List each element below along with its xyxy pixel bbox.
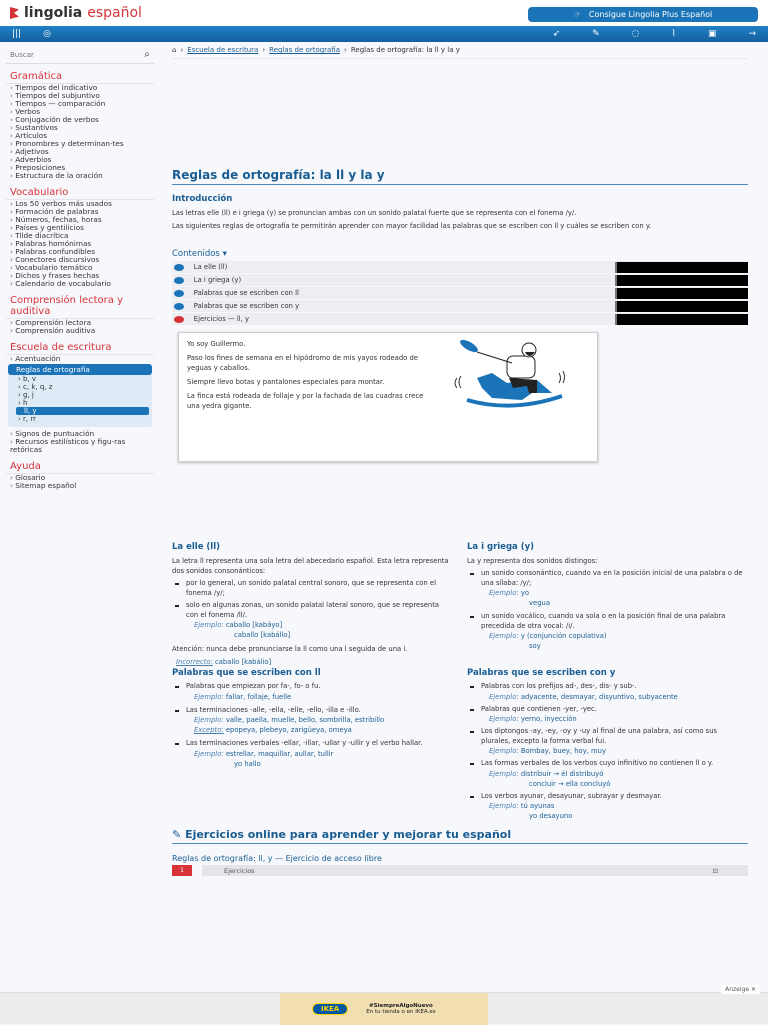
section-igriega: La i griega (y) La y representa dos sonidos distingos: un sonido consonántico, cuando va en la posición inicial de una palabra o de una sílaba: /y/; Ejemplo: yo vegua un sonido vocálico, cuando va sola o en la posición final de una palabra precedida de otra vocal: /i/. Ejemplo: y (conjunción copulativa) soy	[467, 542, 747, 651]
example-line: Yo soy Guillermo.	[187, 340, 246, 348]
close-icon[interactable]: ✕	[750, 986, 756, 993]
redacted-bar	[615, 301, 748, 312]
sidebar-item[interactable]: › Comprensión lectora	[6, 319, 154, 327]
bullet-item: solo en algunas zonas, un sonido palatal lateral sonoro, que se representa con el fonema /ll/.	[172, 601, 452, 620]
exercise-label: Ejercicios	[224, 866, 255, 875]
sidebar-subitem[interactable]: › b, v	[8, 375, 152, 383]
edit-icon: ✎	[172, 828, 182, 841]
sidebar-item[interactable]: › Pronombres y determinan-tes	[6, 140, 154, 148]
sidebar-subitem[interactable]: › g, j	[8, 391, 152, 399]
section-con-y: Palabras que se escriben con y Palabras con los prefijos ad-, des-, dis- y sub-. Ejemplo: adyacente, desmayar, disyuntivo, subyacente Palabras que contienen -yer, -yec. Ejemplo: yerno, inyección Los diptongos -ay, -ey, -oy y -uy al final de una palabra, así como sus plurales, excepto la forma verbal fui. Ejemplo: Bombay, buey, hoy, muy Las formas verbales de los verbos cuyo infinitivo no contienen ll o y. Ejemplo: distribuir → él distribuyó concluir → ella concluyó Los verbos ayunar, desayunar, subrayar y desmayar. Ejemplo: tú ayunas yo desayuno	[467, 668, 747, 821]
open-icon[interactable]: ⊡	[712, 866, 718, 875]
sidebar-item[interactable]: › Preposiciones	[6, 164, 154, 172]
bullet-item: Palabras que empiezan por fa-, fo- o fu.	[172, 682, 452, 692]
thumbs-up-icon: ☞	[573, 9, 581, 19]
bullet-item: un sonido vocálico, cuando va sola o en la posición final de una palabra precedida de otra vocal: /i/.	[467, 612, 747, 631]
search-icon[interactable]: ⌕	[144, 49, 150, 60]
toc-item[interactable]: Ejercicios — ll, y	[172, 313, 748, 325]
sidebar-item[interactable]: › Formación de palabras	[6, 208, 154, 216]
globe-icon[interactable]: ◎	[43, 29, 51, 39]
sidebar-item-reglas-ortografia[interactable]: Reglas de ortografía	[8, 364, 152, 375]
bullet-item: Las formas verbales de los verbos cuyo infinitivo no contienen ll o y.	[467, 759, 747, 769]
toc-item[interactable]: La i griega (y)	[172, 274, 748, 286]
sidebar-item[interactable]: › Sustantivos	[6, 124, 154, 132]
sidebar-item[interactable]: › Acentuación	[6, 355, 154, 363]
sidebar-item[interactable]: › Dichos y frases hechas	[6, 272, 154, 280]
caret-down-icon: ▾	[222, 249, 227, 259]
sidebar-item[interactable]: › Conjugación de verbos	[6, 116, 154, 124]
sidebar-section-gramatica[interactable]: Gramática	[6, 71, 154, 84]
sidebar-item[interactable]: › Sitemap español	[6, 482, 154, 490]
breadcrumb-link[interactable]: Reglas de ortografía	[269, 46, 341, 54]
sidebar-item[interactable]: › Comprensión auditiva	[6, 327, 154, 335]
ad-banner-area	[0, 986, 768, 1024]
sidebar-item[interactable]: › Los 50 verbos más usados	[6, 200, 154, 208]
text-icon	[174, 303, 184, 310]
toc-toggle[interactable]: Contenidos ▾	[172, 249, 227, 259]
logo[interactable]	[10, 5, 142, 21]
chat-icon[interactable]: ◌	[631, 29, 640, 39]
redacted-bar	[615, 314, 748, 325]
bullet-item: Los diptongos -ay, -ey, -oy y -uy al final de una palabra, así como sus plurales, excepto la forma verbal fui.	[467, 727, 747, 746]
search-box	[6, 46, 154, 64]
sidebar-subitem-active[interactable]: ll, y	[16, 407, 149, 415]
search-input[interactable]	[10, 51, 120, 59]
bullet-item: Los verbos ayunar, desayunar, subrayar y desmayar.	[467, 792, 747, 802]
toc-item[interactable]: Palabras que se escriben con y	[172, 300, 748, 312]
bullet-item: Las terminaciones verbales -ellar, -illar, -ullar y -ullir y el verbo hallar.	[172, 739, 452, 749]
sidebar-subitem[interactable]: › c, k, q, z	[8, 383, 152, 391]
section-title: La i griega (y)	[467, 542, 535, 552]
sidebar-subitem[interactable]: › h	[8, 399, 152, 407]
table-of-contents	[172, 249, 748, 326]
exercises-title: ✎ Ejercicios online para aprender y mejorar tu español	[172, 828, 748, 844]
redacted-bar	[615, 288, 748, 299]
site-header	[0, 0, 768, 26]
sidebar-item[interactable]: › Tiempos — comparación	[6, 100, 154, 108]
ad-label[interactable]: Anzeige ✕	[721, 985, 760, 994]
sidebar-section-ayuda[interactable]: Ayuda	[6, 461, 154, 474]
exercises-section	[172, 828, 748, 876]
sidebar-item[interactable]: › Recursos estilísticos y figu-ras retóricas	[6, 438, 154, 454]
text-icon	[174, 277, 184, 284]
ad[interactable]: IKEA #SiempreAlgoNuevo En tu tienda o en IKEA.es	[280, 993, 488, 1025]
sidebar-item[interactable]: › Palabras confundibles	[6, 248, 154, 256]
home-icon[interactable]: ⌂	[172, 46, 177, 54]
toc-item[interactable]: Palabras que se escriben con ll	[172, 287, 748, 299]
logo-icon	[10, 7, 19, 19]
exercises-subtitle: Reglas de ortografía: ll, y — Ejercicio de acceso libre	[172, 854, 382, 863]
bullet-item: Palabras que contienen -yer, -yec.	[467, 705, 747, 715]
image-icon[interactable]: ▣	[707, 29, 717, 39]
navbar	[0, 26, 768, 42]
logo-lang: español	[87, 5, 142, 21]
sidebar-item[interactable]: › Tiempos del subjuntivo	[6, 92, 154, 100]
sidebar-item[interactable]: › Glosario	[6, 474, 154, 482]
sidebar-item[interactable]: › Países y gentilicios	[6, 224, 154, 232]
sidebar-section-vocabulario[interactable]: Vocabulario	[6, 187, 154, 200]
sidebar-item[interactable]: › Adjetivos	[6, 148, 154, 156]
sidebar-subitem[interactable]: › r, rr	[8, 415, 152, 423]
exercise-number: 1	[172, 865, 192, 876]
redacted-bar	[615, 275, 748, 286]
sidebar-item[interactable]: › Verbos	[6, 108, 154, 116]
sidebar-item[interactable]: › Tilde diacrítica	[6, 232, 154, 240]
ikea-logo: IKEA	[312, 1003, 348, 1015]
section-con-ll: Palabras que se escriben con ll Palabras que empiezan por fa-, fo- o fu. Ejemplo: fallar, follaje, fuelle Las terminaciones -alle, -ella, -elle, -ello, -illa e -illo. Ejemplo: valle, paella, muelle, bello, sombrilla, estribillo Excepto: epopeya, plebeyo, zarigüeya, omeya Las terminaciones verbales -ellar, -illar, -ullar y -ullir y el verbo hallar. Ejemplo: estrellar, maquillar, aullar, tullir yo hallo	[172, 668, 452, 769]
logo-brand: lingolia	[24, 5, 83, 21]
intro-title: Introducción	[172, 194, 233, 204]
section-elle: La elle (ll) La letra ll representa una sola letra del abecedario español. Esta letra representa dos sonidos consonánticos: por lo general, un sonido palatal central sonoro, que se representa con el fonema /y/; solo en algunas zonas, un sonido palatal lateral sonoro, que se representa con el fonema /ll/. Ejemplo: caballo [kabáyo] caballo [kabállo] Atención: nunca debe pronunciarse la ll como una l seguida de una i. Incorrecto: caballo [kabálio]	[172, 542, 452, 667]
bullet-item: Palabras con los prefijos ad-, des-, dis- y sub-.	[467, 682, 747, 692]
example-box	[178, 332, 598, 462]
sidebar-item[interactable]: › Signos de puntuación	[6, 430, 154, 438]
section-title: Palabras que se escriben con ll	[172, 668, 321, 678]
text-icon	[174, 264, 184, 271]
rocking-horse-illustration	[447, 338, 577, 408]
sidebar-item[interactable]: › Adverbios	[6, 156, 154, 164]
sidebar-item[interactable]: › Artículos	[6, 132, 154, 140]
text-icon	[174, 290, 184, 297]
sidebar	[0, 42, 160, 490]
intro-section	[172, 194, 748, 234]
sidebar-item[interactable]: › Tiempos del indicativo	[6, 84, 154, 92]
chart-icon[interactable]: ⌇	[671, 29, 676, 39]
example-line: La finca está rodeada de follaje y por la fachada de las cuadras crece una yedra gigante.	[187, 392, 424, 410]
menu-icon[interactable]: |||	[12, 29, 22, 39]
main-content	[172, 42, 748, 875]
sidebar-subgroup	[8, 364, 152, 427]
bullet-item: por lo general, un sonido palatal central sonoro, que se representa con el fonema /y/;	[172, 579, 452, 598]
edit-icon[interactable]: ✎	[592, 29, 600, 39]
breadcrumb-link[interactable]: Escuela de escritura	[187, 46, 259, 54]
breadcrumb-current: Reglas de ortografía: la ll y la y	[350, 46, 460, 54]
section-title: Palabras que se escriben con y	[467, 668, 616, 678]
sidebar-item[interactable]: › Estructura de la oración	[6, 172, 154, 180]
exercise-row[interactable]	[172, 865, 748, 876]
sidebar-item[interactable]: › Números, fechas, horas	[6, 216, 154, 224]
plus-button-label: Consigue Lingolia Plus Español	[588, 9, 713, 19]
sidebar-section-comprension[interactable]: Comprensión lectora y auditiva	[6, 295, 154, 319]
page-title: Reglas de ortografía: la ll y la y	[172, 168, 748, 185]
example-line: Paso los fines de semana en el hipódromo de mis yayos rodeado de yeguas y caballos.	[187, 354, 418, 372]
sidebar-section-escritura[interactable]: Escuela de escritura	[6, 342, 154, 355]
bullet-item: Las terminaciones -alle, -ella, -elle, -ello, -illa e -illo.	[172, 706, 452, 716]
redacted-bar	[615, 262, 748, 273]
intro-p1: Las letras elle (ll) e i griega (y) se pronuncian ambas con un sonido palatal fuerte que se representa con el fonema /y/.	[172, 209, 577, 217]
sidebar-item[interactable]: › Palabras homónimas	[6, 240, 154, 248]
toc-item[interactable]: La elle (ll)	[172, 261, 748, 273]
section-title: La elle (ll)	[172, 542, 221, 552]
rocket-icon[interactable]: ➶	[552, 29, 561, 39]
example-line: Siempre llevo botas y pantalones especiales para montar.	[187, 378, 385, 386]
lingolia-plus-button[interactable]	[528, 7, 758, 22]
sidebar-item[interactable]: › Calendario de vocabulario	[6, 280, 154, 288]
breadcrumb: ⌂ › Escuela de escritura › Reglas de ortografía › Reglas de ortografía: la ll y la y	[172, 42, 748, 59]
sidebar-item[interactable]: › Vocabulario temático	[6, 264, 154, 272]
login-icon[interactable]: →	[748, 29, 756, 39]
exercise-icon	[174, 316, 184, 323]
sidebar-item[interactable]: › Conectores discursivos	[6, 256, 154, 264]
intro-p2: Las siguientes reglas de ortografía te permitirán aprender con mayor facilidad las palabras que se escriben con ll y cuáles se escriben con y.	[172, 222, 652, 230]
bullet-item: un sonido consonántico, cuando va en la posición inicial de una palabra o de una sílaba: /y/;	[467, 569, 747, 588]
